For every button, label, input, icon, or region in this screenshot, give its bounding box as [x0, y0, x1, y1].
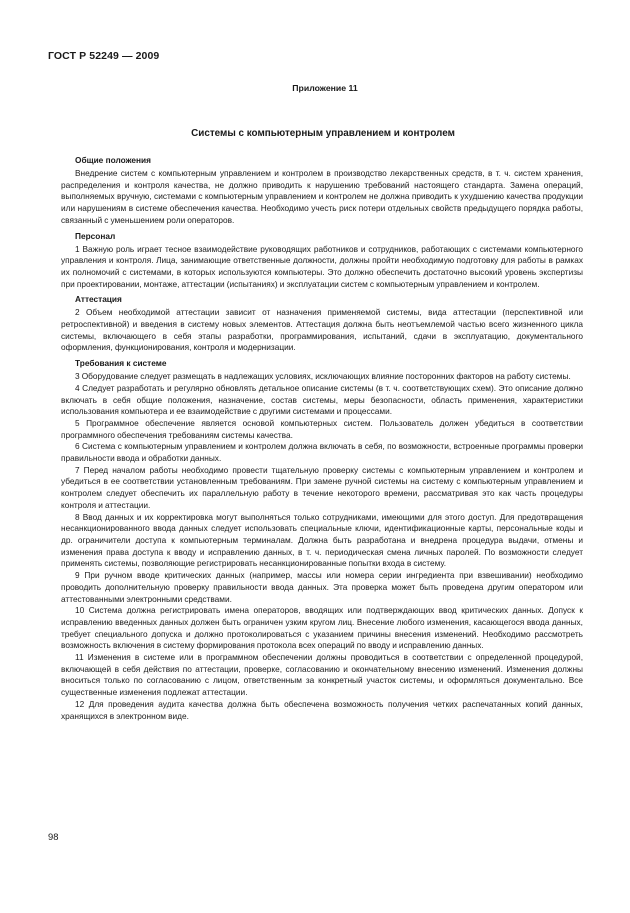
- paragraph: 7 Перед началом работы необходимо провести тщательную проверку системы с компьютерным управлением и контролем и убедиться в ее соответствии установленным требованиям. При замене ручной системы на систему с компьютерным управлением и контролем следует обеспечить их параллельную работу в течение некоторого времени, рассматривая это как часть процедуры контроля и аттестации.: [61, 464, 583, 510]
- paragraph: Внедрение систем с компьютерным управлением и контролем в производство лекарственных средств, в т. ч. систем хранения, распределения и контроля качества, не должно приводить к нарушению требований настоящего стандарта. Замена операций, выполняемых вручную, системами с компьютерным управлением и контролем не должна приводить к ухудшению качества продукции или нарушениям в системе обеспечения качества. Необходимо учесть риск потери отдельных свойств предыдущего порядка работы, связанный с уменьшением роли операторов.: [61, 168, 583, 225]
- section-heading: Общие положения: [75, 155, 151, 165]
- paragraph: 10 Система должна регистрировать имена операторов, вводящих или подтверждающих ввод критических данных. Допуск к исправлению введенных данных должен быть ограничен узким кругом лиц. Внесение любого изменения, касающегося ввода данных, требует специального допуска и должно протоколироваться с указанием причины внесения изменений. Необходимо рассмотреть возможность включения в систему формирования протокола всех операций по вводу и исправлению данных.: [61, 605, 583, 651]
- section-heading: Аттестация: [75, 294, 122, 305]
- document-code: ГОСТ Р 52249 — 2009: [48, 50, 160, 62]
- paragraph: 12 Для проведения аудита качества должна быть обеспечена возможность получения четких распечатанных копий данных, хранящихся в электронном виде.: [61, 698, 583, 721]
- section-heading: Персонал: [75, 230, 116, 241]
- paragraph: 4 Следует разработать и регулярно обновлять детальное описание системы (в т. ч. соответствующих схем). Это описание должно включать в себя общие положения, назначение, состав системы, меры безопасности, область применения, характеристики использования компьютера и ее взаимодействие с другими системами и процессами.: [61, 382, 583, 417]
- appendix-label: Приложение 11: [292, 83, 358, 93]
- paragraph: 3 Оборудование следует размещать в надлежащих условиях, исключающих влияние посторонних факторов на работу системы.: [75, 371, 571, 382]
- page-title: Системы с компьютерным управлением и контролем: [191, 128, 455, 139]
- paragraph: 9 При ручном вводе критических данных (например, массы или номера серии ингредиента при взвешивании) необходимо проводить дополнительную проверку правильности ввода данных. Эта проверка может быть проведена другим оператором или аттестованными электронными средствами.: [61, 570, 583, 604]
- paragraph: 6 Система с компьютерным управлением и контролем должна включать в себя, по возможности, встроенные программы проверки правильности ввода и обработки данных.: [61, 441, 583, 464]
- paragraph: 1 Важную роль играет тесное взаимодействие руководящих работников и сотрудников, работающих с системами компьютерного управления и контроля. Лица, занимающие ответственные должности, должны пройти необходимую подготовку для работы в рамках их полномочий с системами, в которых используются компьютеры. Это должно обеспечить достаточно высокий уровень экспертизы при проектировании, монтаже, аттестации (испытаниях) и эксплуатации систем с компьютерным управлением и контролем.: [61, 243, 583, 289]
- paragraph: 2 Объем необходимой аттестации зависит от назначения применяемой системы, вида аттестации (перспективной или ретроспективной) и введения в систему новых элементов. Аттестация должна быть неотъемлемой частью всего жизненного цикла системы, включающего в себя этапы разработки, программирования, испытаний, сдачи в эксплуатацию, документального оформления, функционирования, контроля и модернизации.: [61, 307, 583, 353]
- paragraph: 11 Изменения в системе или в программном обеспечении должны проводиться в соответствии с определенной процедурой, включающей в себя действия по аттестации, проверке, согласованию и окончательному внесению изменений. Изменения должны вноситься только по согласованию с лицом, ответственным за конкретный участок системы, и оформляться документально. Все существенные изменения подлежат аттестации.: [61, 652, 583, 698]
- paragraph: 5 Программное обеспечение является основой компьютерных систем. Пользователь должен убедиться в соответствии программного обеспечения требованиям системы качества.: [61, 417, 583, 440]
- document-body: [61, 154, 583, 722]
- page-number: 98: [48, 831, 59, 842]
- section-heading: Требования к системе: [75, 358, 167, 369]
- paragraph: 8 Ввод данных и их корректировка могут выполняться только сотрудниками, имеющими для этого доступ. Для предотвращения несанкционированного ввода данных следует использовать специальные ключи, идентификационные карты, персональные коды и др. ограничители доступа к компьютерным терминалам. Должна быть разработана и внедрена процедура выдачи, отмены и изменения права доступа к вводу и исправлению данных, в т. ч. периодическая смена личных паролей. По возможности следует применять системы, позволяющие регистрировать несанкционированные попытки входа в систему.: [61, 511, 583, 569]
